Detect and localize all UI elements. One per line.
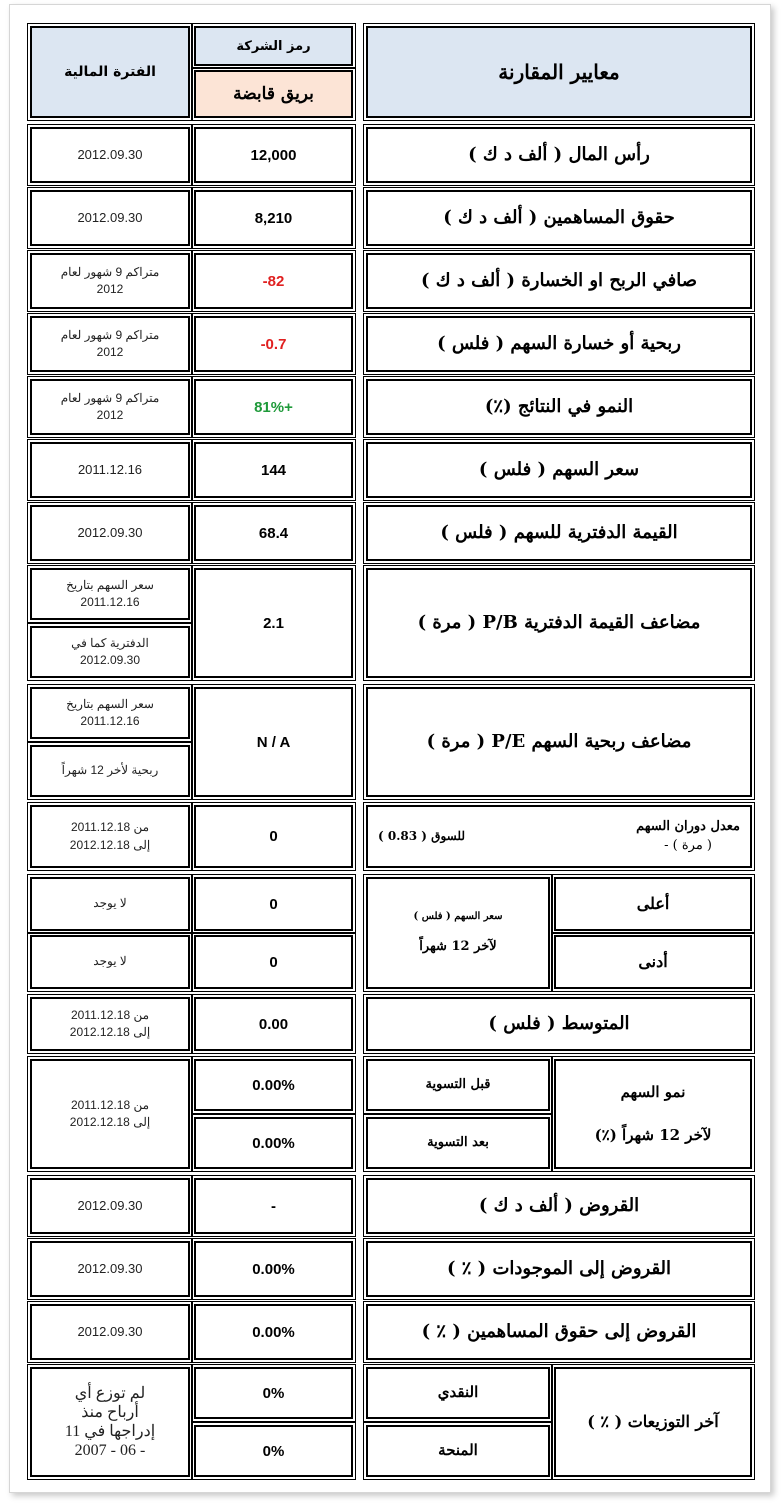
row-eps-period [30,316,190,372]
average-label: المتوسط ( فلس ) [488,1013,630,1035]
criteria-title: معايير المقارنة [498,60,620,84]
bonus-dividend-label: المنحة [438,1441,478,1460]
row-low-period [30,935,190,989]
after-adjust-value: 0.00% [252,1134,295,1152]
row-pe-period-eps [30,745,190,797]
row-book-period [30,505,190,561]
loans-equity-period: 2012.09.30 [77,1323,143,1339]
net-profit-label: صافي الربح او الخسارة ( ألف د ك ) [420,270,698,292]
row-after-adjust-value [194,1117,353,1169]
row-average-value [194,997,353,1051]
row-high-low-mid [366,877,550,989]
book-period: 2012.09.30 [77,524,143,540]
loans-assets-label: القروض إلى الموجودات ( ٪ ) [446,1258,672,1280]
eps-label: ربحية أو خسارة السهم ( فلس ) [437,333,681,355]
row-price-value [194,442,353,498]
row-pe-period-price [30,687,190,739]
row-growth-value [194,379,353,435]
row-capital-value [194,127,353,183]
row-low-label [554,935,752,989]
row-loans-label [366,1178,752,1234]
pb-period2-line1: الدفترية كما في [71,635,149,650]
turnover-period-line1: من 2011.12.18 [70,820,150,835]
row-high-period [30,877,190,931]
growth-value: 81%+ [254,398,293,416]
row-price-label [366,442,752,498]
turnover-period-line2: إلى 2012.12.18 [69,837,151,852]
pe-label: مضاعف ربحية السهم P/E ( مرة ) [426,731,692,753]
row-turnover-value [194,805,353,868]
loans-label: القروض ( ألف د ك ) [478,1195,640,1217]
net-profit-period-line2: 2012 [96,282,124,296]
row-book-value [194,505,353,561]
period-header [30,26,190,118]
symbol-value-cell [194,70,353,118]
period-title: الفترة المالية [64,64,156,80]
stock-growth-period-line2: إلى 2012.12.18 [69,1115,151,1129]
row-average-period [30,997,190,1051]
row-before-adjust-label [366,1059,550,1111]
stock-growth-period-line1: من 2011.12.18 [70,1097,150,1112]
capital-label: رأس المال ( ألف د ك ) [468,144,650,166]
row-low-value [194,935,353,989]
high-label: أعلى [636,893,670,913]
row-eps-value [194,316,353,372]
row-equity-period [30,190,190,246]
pb-period1-line1: سعر السهم بتاريخ [66,577,154,592]
cash-dividend-label: النقدي [437,1383,479,1402]
low-period: لا يوجد [93,954,127,969]
high-low-mid-line2: لآخر 12 شهراً [419,938,497,954]
pe-period2-line1: ربحية لأخر 12 شهراً [61,763,159,778]
dividends-note-line3: إدراجها في 11 [64,1423,156,1440]
row-equity-value [194,190,353,246]
equity-period: 2012.09.30 [77,209,143,225]
row-pb-period-book [30,626,190,678]
pe-value: N / A [256,733,291,751]
pb-value: 2.1 [263,614,284,632]
pb-period2-line2: 2012.09.30 [79,653,141,667]
dividends-label: آخر التوزيعات ( ٪ ) [587,1411,719,1431]
price-period: 2011.12.16 [77,461,143,477]
row-loans-assets-value [194,1241,353,1297]
high-period: لا يوجد [93,896,127,911]
row-growth-label [366,379,752,435]
pb-label: مضاعف القيمة الدفترية P/B ( مرة ) [417,612,701,634]
symbol-label: رمز الشركة [236,38,311,54]
cash-dividend-value: 0% [262,1384,285,1402]
book-value: 68.4 [258,524,289,542]
equity-label: حقوق المساهمين ( ألف د ك ) [443,207,675,229]
row-cash-value [194,1367,353,1419]
growth-label: النمو في النتائج (٪) [484,396,634,418]
row-growth-period [30,379,190,435]
pe-period1-line1: سعر السهم بتاريخ [66,696,154,711]
dividends-note-line1: لم توزع أي [74,1384,146,1402]
row-net-profit-period [30,253,190,309]
average-value: 0.00 [258,1015,289,1033]
row-pe-value [194,687,353,797]
row-stock-growth-period [30,1059,190,1169]
row-high-value [194,877,353,931]
dividends-note-line4: - 06 - 2007 [74,1442,146,1460]
price-label: سعر السهم ( فلس ) [478,459,640,481]
price-value: 144 [260,461,287,479]
row-turnover-period [30,805,190,868]
loans-value: - [271,1197,276,1215]
row-dividends-note [30,1367,190,1477]
after-adjust-label: بعد التسوية [427,1134,489,1150]
row-loans-assets-label [366,1241,752,1297]
growth-period-line1: متراكم 9 شهور لعام [60,390,160,405]
row-net-profit-label [366,253,752,309]
growth-period-line2: 2012 [96,408,124,422]
high-low-mid-line1: سعر السهم ( فلس ) [413,910,503,922]
row-stock-growth-label [554,1059,752,1169]
pe-period1-line2: 2011.12.16 [80,714,140,728]
row-equity-label [366,190,752,246]
book-label: القيمة الدفترية للسهم ( فلس ) [440,522,678,544]
row-high-label [554,877,752,931]
row-before-adjust-value [194,1059,353,1111]
eps-period-line1: متراكم 9 شهور لعام [60,327,160,342]
turnover-label-line1: معدل دوران السهم [636,819,740,835]
loans-assets-value: 0.00% [252,1260,295,1278]
stock-growth-label-line2: لآخر 12 شهراً (٪) [594,1126,712,1144]
net-profit-period-line1: متراكم 9 شهور لعام [60,264,160,279]
row-loans-equity-label [366,1304,752,1360]
row-loans-value [194,1178,353,1234]
row-pb-period-price [30,568,190,620]
row-book-label [366,505,752,561]
row-after-adjust-label [366,1117,550,1169]
row-loans-equity-period [30,1304,190,1360]
row-bonus-value [194,1425,353,1477]
loans-assets-period: 2012.09.30 [77,1260,143,1276]
company-symbol: بريق قابضة [233,84,314,104]
average-period-line1: من 2011.12.18 [70,1007,150,1022]
low-value: 0 [269,953,278,971]
low-label: أدنى [638,951,668,971]
row-loans-period [30,1178,190,1234]
row-capital-period [30,127,190,183]
row-loans-equity-value [194,1304,353,1360]
loans-period: 2012.09.30 [77,1197,143,1213]
turnover-value: 0 [269,828,278,845]
row-net-profit-value [194,253,353,309]
pb-period1-line2: 2011.12.16 [80,595,140,609]
high-value: 0 [269,895,278,913]
eps-period-line2: 2012 [96,345,124,359]
before-adjust-label: قبل التسوية [425,1076,491,1092]
row-pe-label [366,687,752,797]
turnover-label-line2: ( مرة ) - [664,837,712,853]
before-adjust-value: 0.00% [252,1076,295,1094]
dividends-note-line2: أرباح منذ [81,1403,139,1421]
row-average-label [366,997,752,1051]
stock-growth-label-line1: نمو السهم [620,1083,686,1101]
row-cash-label [366,1367,550,1419]
row-pb-label [366,568,752,678]
criteria-header [366,26,752,118]
symbol-label-cell [194,26,353,66]
row-turnover-label [366,805,752,868]
turnover-market-label: للسوق ( 0.83 ) [378,829,465,844]
loans-equity-value: 0.00% [252,1323,295,1341]
capital-period: 2012.09.30 [77,146,143,162]
average-period-line2: إلى 2012.12.18 [69,1025,151,1039]
row-pb-value [194,568,353,678]
row-bonus-label [366,1425,550,1477]
row-loans-assets-period [30,1241,190,1297]
eps-value: -0.7 [260,335,287,353]
row-eps-label [366,316,752,372]
net-profit-value: -82 [262,272,285,290]
row-dividends-label [554,1367,752,1477]
equity-value: 8,210 [254,209,293,227]
row-capital-label [366,127,752,183]
loans-equity-label: القروض إلى حقوق المساهمين ( ٪ ) [421,1321,697,1343]
capital-value: 12,000 [250,146,297,164]
bonus-dividend-value: 0% [262,1442,285,1460]
row-price-period [30,442,190,498]
